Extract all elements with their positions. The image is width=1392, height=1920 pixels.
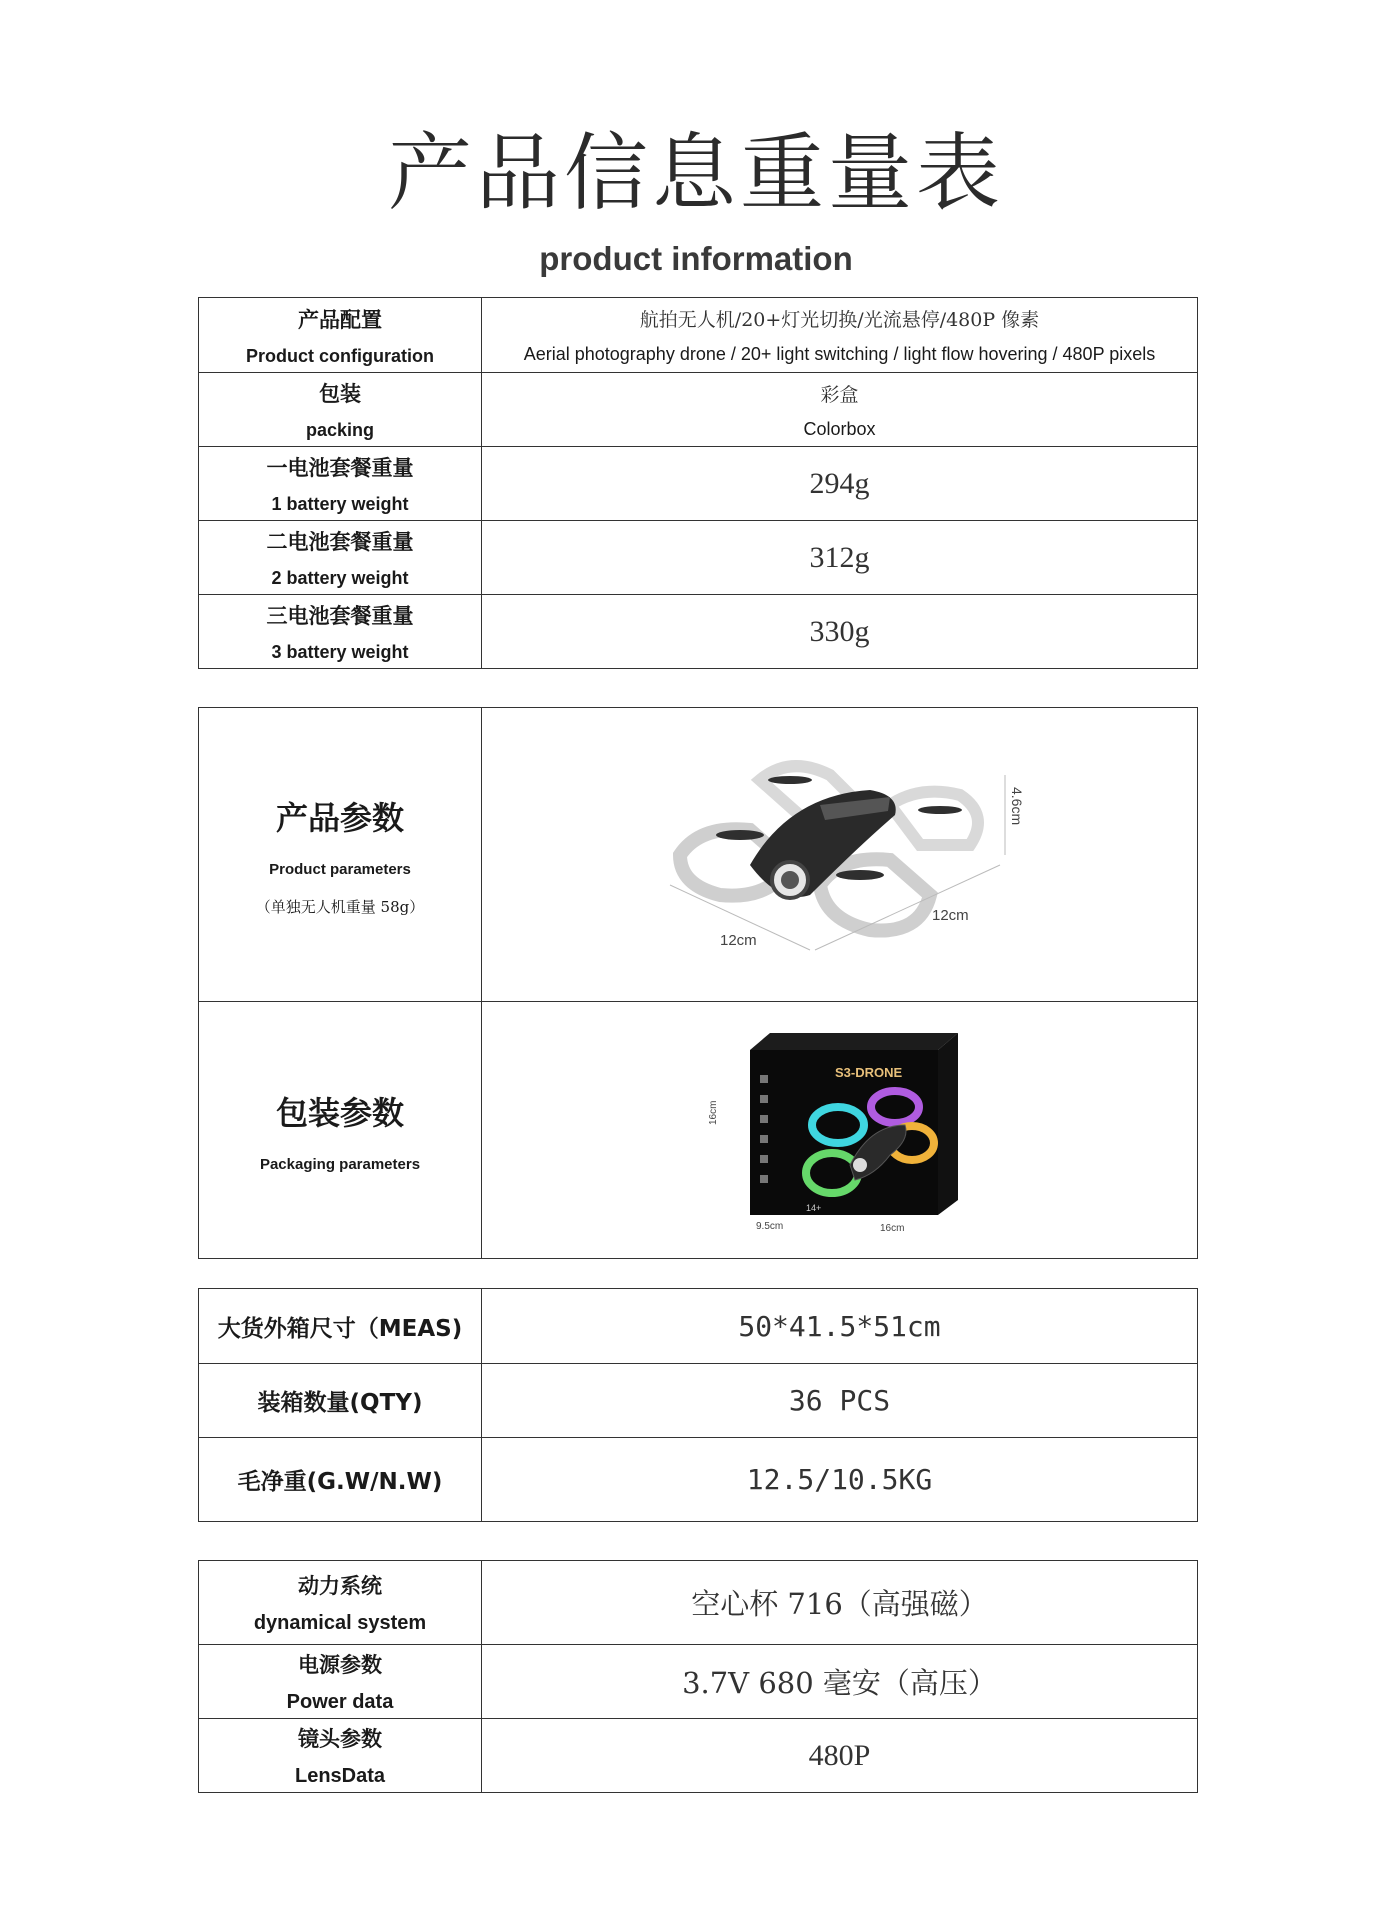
page-subtitle: product information — [539, 240, 853, 277]
dim-width: 12cm — [931, 906, 969, 924]
weight-value: 12.5/10.5KG — [746, 1463, 933, 1496]
motor-value: 空心杯 716（高强磁） — [691, 1587, 988, 1621]
label-en: 3 battery weight — [271, 642, 409, 662]
label-en: 2 battery weight — [271, 568, 409, 588]
row-value — [482, 1561, 1198, 1645]
label-en: dynamical system — [253, 1612, 427, 1634]
label-cn: 一电池套餐重量 — [266, 456, 414, 480]
label-cn: 镜头参数 — [298, 1727, 382, 1751]
weight-value: 330g — [809, 614, 870, 648]
label-en: packing — [305, 420, 375, 440]
label-cn: 包装参数 — [275, 1093, 404, 1132]
propeller — [716, 830, 764, 840]
row-label — [199, 708, 482, 1002]
label-en: Packaging parameters — [259, 1155, 421, 1173]
label: 装箱数量(QTY) — [257, 1390, 423, 1416]
row-value — [482, 447, 1198, 521]
row-value — [482, 1289, 1198, 1364]
label-cn: 包装 — [319, 382, 361, 406]
power-value: 3.7V 680 毫安（高压） — [682, 1666, 997, 1700]
table-row — [199, 1002, 1198, 1259]
table-row — [199, 708, 1198, 1002]
dim-height: 4.6cm — [1008, 786, 1025, 825]
label-cn: 产品配置 — [298, 307, 382, 332]
label-en: Product configuration — [246, 345, 434, 366]
label-cn: 动力系统 — [298, 1574, 382, 1598]
table-row — [199, 373, 1198, 447]
row-value — [482, 521, 1198, 595]
drone-image — [640, 735, 1040, 975]
row-value — [482, 1645, 1198, 1719]
row-label — [199, 298, 482, 373]
box-dim-height: 16cm — [707, 1100, 719, 1125]
shipping-table — [198, 1288, 1198, 1522]
table-row — [199, 595, 1198, 669]
row-value — [482, 1438, 1198, 1522]
table-row — [199, 1364, 1198, 1438]
table-row — [199, 1645, 1198, 1719]
row-label — [199, 447, 482, 521]
propeller — [836, 870, 884, 880]
label-en: Power data — [286, 1691, 394, 1713]
value-cn: 航拍无人机/20+灯光切换/光流悬停/480P 像素 — [639, 309, 1040, 331]
label-cn: 三电池套餐重量 — [266, 604, 414, 628]
row-label — [199, 1289, 482, 1364]
weight-value: 312g — [809, 540, 870, 574]
meas-value: 50*41.5*51cm — [738, 1309, 941, 1343]
row-label — [199, 1002, 482, 1259]
row-label — [199, 1438, 482, 1522]
row-label — [199, 521, 482, 595]
row-label — [199, 1364, 482, 1438]
box-age: 14+ — [805, 1203, 821, 1213]
technical-table — [198, 1560, 1198, 1793]
value-en: Aerial photography drone / 20+ light switching / light flow hovering / 480P pixels — [523, 344, 1156, 364]
drone-image-cell — [482, 708, 1198, 1002]
label-en: LensData — [294, 1765, 386, 1787]
box-side — [938, 1033, 958, 1215]
dim-depth: 12cm — [719, 931, 757, 949]
row-label — [199, 1645, 482, 1719]
box-dim-width: 16cm — [879, 1223, 904, 1234]
table-row — [199, 1719, 1198, 1793]
row-label — [199, 373, 482, 447]
box-image-cell — [482, 1002, 1198, 1259]
weight-note: （单独无人机重量 58g） — [255, 897, 425, 916]
table-row — [199, 1561, 1198, 1645]
box-image — [690, 1015, 990, 1245]
value-en: Colorbox — [803, 418, 876, 439]
row-value — [482, 373, 1198, 447]
table-row — [199, 521, 1198, 595]
table-row — [199, 298, 1198, 373]
parameters-table — [198, 707, 1198, 1259]
lens-value: 480P — [808, 1738, 871, 1772]
row-label — [199, 595, 482, 669]
row-value — [482, 1719, 1198, 1793]
rear-right-guard — [890, 791, 978, 844]
front-right-guard — [820, 859, 930, 930]
table-row — [199, 447, 1198, 521]
label-en: Product parameters — [269, 860, 411, 878]
row-value — [482, 595, 1198, 669]
box-dim-depth: 9.5cm — [755, 1221, 783, 1232]
table-row — [199, 1438, 1198, 1522]
propeller — [768, 776, 812, 784]
row-value — [482, 1364, 1198, 1438]
page-title: 产品信息重量表 — [387, 124, 1004, 222]
label-cn: 电源参数 — [298, 1653, 382, 1677]
label-cn: 二电池套餐重量 — [266, 530, 414, 554]
configuration-table — [198, 297, 1198, 669]
label-en: 1 battery weight — [271, 494, 409, 514]
row-value — [482, 298, 1198, 373]
propeller — [918, 806, 962, 814]
row-label — [199, 1561, 482, 1645]
label: 毛净重(G.W/N.W) — [237, 1469, 443, 1495]
label-cn: 产品参数 — [275, 798, 404, 837]
qty-value: 36 PCS — [788, 1384, 891, 1417]
weight-value: 294g — [809, 466, 870, 500]
box-top — [750, 1033, 958, 1050]
box-title: S3-DRONE — [834, 1065, 902, 1080]
table-row — [199, 1289, 1198, 1364]
row-label — [199, 1719, 482, 1793]
value-cn: 彩盒 — [820, 383, 859, 406]
label: 大货外箱尺寸（MEAS) — [217, 1315, 463, 1342]
